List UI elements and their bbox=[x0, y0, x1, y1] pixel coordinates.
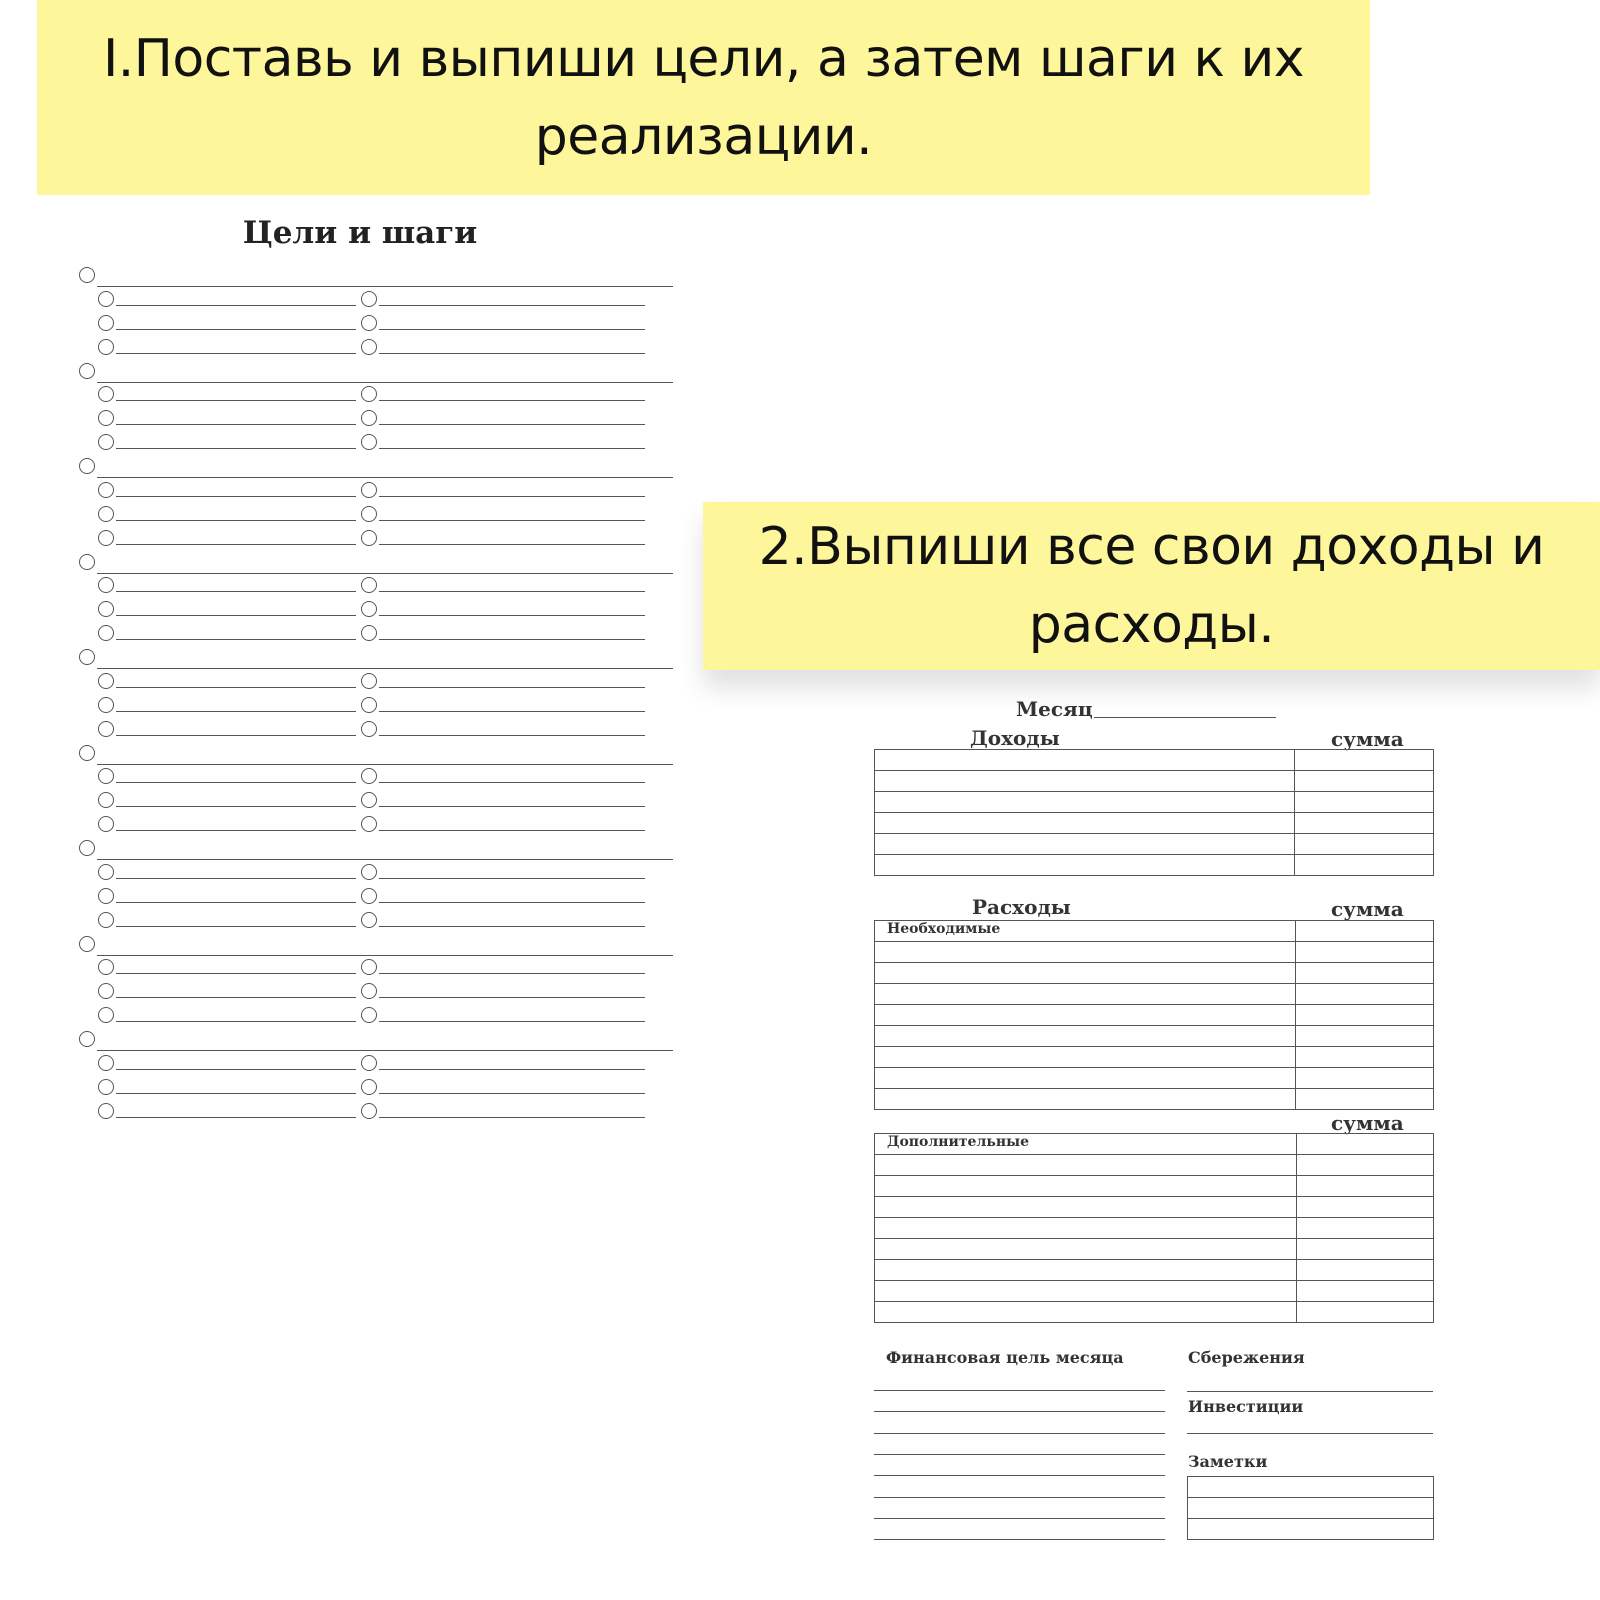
step1-text: I.Поставь и выпиши цели, а затем шаги к их реализации. bbox=[102, 28, 1305, 167]
step-checkbox[interactable] bbox=[361, 339, 377, 355]
step-checkbox[interactable] bbox=[98, 959, 114, 975]
amount-cell[interactable] bbox=[1296, 1026, 1434, 1047]
entry-cell[interactable] bbox=[875, 1155, 1297, 1176]
step-checkbox[interactable] bbox=[361, 983, 377, 999]
amount-cell[interactable] bbox=[1295, 813, 1434, 834]
step-checkbox[interactable] bbox=[98, 721, 114, 737]
extra-amount-cell[interactable] bbox=[1297, 1134, 1434, 1155]
step-line[interactable] bbox=[379, 1069, 645, 1070]
extra-expense-row bbox=[875, 1197, 1434, 1218]
step-checkbox[interactable] bbox=[361, 482, 377, 498]
amount-cell[interactable] bbox=[1296, 1068, 1434, 1089]
expenses-amount-label: сумма bbox=[1331, 897, 1404, 921]
step-line[interactable] bbox=[379, 878, 645, 879]
step-line[interactable] bbox=[116, 353, 356, 354]
goals-sheet bbox=[0, 0, 700, 1140]
goal-line[interactable] bbox=[97, 668, 673, 669]
step-checkbox[interactable] bbox=[361, 864, 377, 880]
income-amount-label: сумма bbox=[1331, 727, 1404, 751]
step-checkbox[interactable] bbox=[98, 434, 114, 450]
step-checkbox[interactable] bbox=[98, 506, 114, 522]
financial-goal-line[interactable] bbox=[874, 1454, 1165, 1455]
entry-cell[interactable] bbox=[875, 1260, 1297, 1281]
financial-goal-line[interactable] bbox=[874, 1390, 1165, 1391]
step-line[interactable] bbox=[379, 496, 645, 497]
extra-expense-row bbox=[875, 1239, 1434, 1260]
amount-cell[interactable] bbox=[1297, 1197, 1434, 1218]
step-checkbox[interactable] bbox=[98, 530, 114, 546]
goal-line[interactable] bbox=[97, 1050, 673, 1051]
step-line[interactable] bbox=[379, 591, 645, 592]
step-checkbox[interactable] bbox=[361, 601, 377, 617]
step-line[interactable] bbox=[116, 400, 356, 401]
step-line[interactable] bbox=[379, 1093, 645, 1094]
extra-expense-row bbox=[875, 1281, 1434, 1302]
extra-expense-row bbox=[875, 1176, 1434, 1197]
step-line[interactable] bbox=[379, 1117, 645, 1118]
extra-amount-label: сумма bbox=[1331, 1111, 1404, 1135]
amount-cell[interactable] bbox=[1296, 984, 1434, 1005]
step-checkbox[interactable] bbox=[98, 1007, 114, 1023]
step-checkbox[interactable] bbox=[361, 697, 377, 713]
month-label: Месяц bbox=[1016, 697, 1093, 721]
income-row bbox=[875, 771, 1434, 792]
step-checkbox[interactable] bbox=[98, 339, 114, 355]
step-checkbox[interactable] bbox=[98, 1103, 114, 1119]
savings-field-line[interactable] bbox=[1187, 1391, 1433, 1392]
step-checkbox[interactable] bbox=[361, 1103, 377, 1119]
step-checkbox[interactable] bbox=[98, 864, 114, 880]
entry-cell[interactable] bbox=[875, 1281, 1297, 1302]
entry-cell[interactable] bbox=[875, 1218, 1297, 1239]
entry-cell[interactable] bbox=[875, 792, 1295, 813]
amount-cell[interactable] bbox=[1297, 1155, 1434, 1176]
entry-cell[interactable] bbox=[875, 771, 1295, 792]
entry-cell[interactable] bbox=[875, 855, 1295, 876]
step-checkbox[interactable] bbox=[98, 410, 114, 426]
entry-cell[interactable] bbox=[875, 1089, 1296, 1110]
month-field-line[interactable] bbox=[1094, 717, 1276, 718]
step-checkbox[interactable] bbox=[98, 816, 114, 832]
step-line[interactable] bbox=[116, 926, 356, 927]
amount-cell[interactable] bbox=[1296, 1005, 1434, 1026]
step-checkbox[interactable] bbox=[361, 959, 377, 975]
income-table bbox=[874, 749, 1434, 876]
step-checkbox[interactable] bbox=[361, 386, 377, 402]
step-line[interactable] bbox=[379, 735, 645, 736]
step-checkbox[interactable] bbox=[361, 577, 377, 593]
step-checkbox[interactable] bbox=[361, 1007, 377, 1023]
step2-text: 2.Выпиши все свои доходы и расходы. bbox=[758, 517, 1545, 655]
step-line[interactable] bbox=[379, 448, 645, 449]
step-checkbox[interactable] bbox=[98, 768, 114, 784]
step-line[interactable] bbox=[116, 1093, 356, 1094]
entry-cell[interactable] bbox=[1188, 1498, 1434, 1519]
step-line[interactable] bbox=[379, 1021, 645, 1022]
step-line[interactable] bbox=[116, 830, 356, 831]
step-checkbox[interactable] bbox=[361, 888, 377, 904]
step-line[interactable] bbox=[116, 544, 356, 545]
step-checkbox[interactable] bbox=[98, 625, 114, 641]
step-line[interactable] bbox=[379, 902, 645, 903]
step-checkbox[interactable] bbox=[98, 912, 114, 928]
step-checkbox[interactable] bbox=[361, 912, 377, 928]
financial-goal-line[interactable] bbox=[874, 1433, 1165, 1434]
step-checkbox[interactable] bbox=[361, 625, 377, 641]
entry-cell[interactable] bbox=[1188, 1477, 1434, 1498]
amount-cell[interactable] bbox=[1295, 792, 1434, 813]
amount-cell[interactable] bbox=[1295, 771, 1434, 792]
required-expense-row bbox=[875, 1026, 1434, 1047]
expenses-label: Расходы bbox=[972, 895, 1071, 919]
notes-table bbox=[1187, 1476, 1434, 1540]
step-checkbox[interactable] bbox=[98, 983, 114, 999]
step-line[interactable] bbox=[116, 448, 356, 449]
investments-field-line[interactable] bbox=[1187, 1433, 1433, 1434]
goal-checkbox[interactable] bbox=[79, 554, 95, 570]
goal-checkbox[interactable] bbox=[79, 363, 95, 379]
required-expense-row bbox=[875, 1047, 1434, 1068]
notes-label: Заметки bbox=[1188, 1452, 1268, 1471]
entry-cell[interactable] bbox=[875, 1005, 1296, 1026]
step-line[interactable] bbox=[116, 329, 356, 330]
step-checkbox[interactable] bbox=[361, 768, 377, 784]
financial-goal-line[interactable] bbox=[874, 1518, 1165, 1519]
extra-expense-row bbox=[875, 1260, 1434, 1281]
step-checkbox[interactable] bbox=[361, 1055, 377, 1071]
amount-cell[interactable] bbox=[1295, 750, 1434, 771]
entry-cell[interactable] bbox=[875, 1197, 1297, 1218]
step-line[interactable] bbox=[379, 926, 645, 927]
step-checkbox[interactable] bbox=[98, 1055, 114, 1071]
step-line[interactable] bbox=[379, 544, 645, 545]
income-row bbox=[875, 750, 1434, 771]
amount-cell[interactable] bbox=[1295, 855, 1434, 876]
entry-cell[interactable] bbox=[875, 813, 1295, 834]
step-checkbox[interactable] bbox=[98, 386, 114, 402]
step-checkbox[interactable] bbox=[361, 434, 377, 450]
goal-checkbox[interactable] bbox=[79, 745, 95, 761]
step-line[interactable] bbox=[379, 639, 645, 640]
step-line[interactable] bbox=[116, 711, 356, 712]
step2-banner bbox=[703, 502, 1600, 670]
income-row bbox=[875, 834, 1434, 855]
goal-line[interactable] bbox=[97, 955, 673, 956]
step-line[interactable] bbox=[116, 878, 356, 879]
entry-cell[interactable] bbox=[875, 1176, 1297, 1197]
goal-line[interactable] bbox=[97, 573, 673, 574]
step-line[interactable] bbox=[379, 353, 645, 354]
required-expense-row bbox=[875, 1068, 1434, 1089]
financial-goal-line[interactable] bbox=[874, 1411, 1165, 1412]
required-expense-row bbox=[875, 942, 1434, 963]
extra-expense-row bbox=[875, 1155, 1434, 1176]
step-line[interactable] bbox=[379, 424, 645, 425]
amount-cell[interactable] bbox=[1296, 963, 1434, 984]
required-expense-row bbox=[875, 1005, 1434, 1026]
entry-cell[interactable] bbox=[875, 1026, 1296, 1047]
step-line[interactable] bbox=[379, 830, 645, 831]
step-checkbox[interactable] bbox=[98, 291, 114, 307]
goal-checkbox[interactable] bbox=[79, 458, 95, 474]
amount-cell[interactable] bbox=[1296, 1047, 1434, 1068]
step-checkbox[interactable] bbox=[361, 410, 377, 426]
entry-cell[interactable] bbox=[1188, 1519, 1434, 1540]
amount-cell[interactable] bbox=[1296, 942, 1434, 963]
step-checkbox[interactable] bbox=[361, 530, 377, 546]
step-line[interactable] bbox=[116, 902, 356, 903]
extra-expenses-table bbox=[874, 1133, 1434, 1323]
amount-cell[interactable] bbox=[1297, 1239, 1434, 1260]
entry-cell[interactable] bbox=[875, 834, 1295, 855]
goals-title: Цели и шаги bbox=[242, 215, 478, 251]
step-line[interactable] bbox=[379, 997, 645, 998]
step-checkbox[interactable] bbox=[98, 577, 114, 593]
step-checkbox[interactable] bbox=[98, 601, 114, 617]
investments-label: Инвестиции bbox=[1188, 1397, 1304, 1416]
step-line[interactable] bbox=[116, 806, 356, 807]
step-line[interactable] bbox=[379, 711, 645, 712]
step-line[interactable] bbox=[379, 687, 645, 688]
notes-row bbox=[1188, 1477, 1434, 1498]
step-line[interactable] bbox=[116, 520, 356, 521]
step-checkbox[interactable] bbox=[361, 291, 377, 307]
goal-checkbox[interactable] bbox=[79, 1031, 95, 1047]
extra-expense-row bbox=[875, 1218, 1434, 1239]
step-checkbox[interactable] bbox=[98, 673, 114, 689]
step-line[interactable] bbox=[379, 806, 645, 807]
extra-expense-row bbox=[875, 1302, 1434, 1323]
amount-cell[interactable] bbox=[1297, 1302, 1434, 1323]
entry-cell[interactable] bbox=[875, 750, 1295, 771]
step-line[interactable] bbox=[379, 973, 645, 974]
financial-goal-label: Финансовая цель месяца bbox=[886, 1348, 1124, 1367]
amount-cell[interactable] bbox=[1297, 1218, 1434, 1239]
step-line[interactable] bbox=[379, 305, 645, 306]
goal-checkbox[interactable] bbox=[79, 267, 95, 283]
income-row bbox=[875, 855, 1434, 876]
entry-cell[interactable] bbox=[875, 1302, 1297, 1323]
step-checkbox[interactable] bbox=[98, 888, 114, 904]
step-line[interactable] bbox=[116, 735, 356, 736]
step-checkbox[interactable] bbox=[361, 792, 377, 808]
step-checkbox[interactable] bbox=[98, 1079, 114, 1095]
step-line[interactable] bbox=[116, 973, 356, 974]
extra-expenses-label: Дополнительные bbox=[875, 1134, 1297, 1155]
amount-cell[interactable] bbox=[1297, 1176, 1434, 1197]
required-expense-row bbox=[875, 984, 1434, 1005]
step-checkbox[interactable] bbox=[98, 482, 114, 498]
notes-row bbox=[1188, 1498, 1434, 1519]
step-line[interactable] bbox=[116, 997, 356, 998]
entry-cell[interactable] bbox=[875, 1239, 1297, 1260]
financial-goal-line[interactable] bbox=[874, 1497, 1165, 1498]
financial-goal-line[interactable] bbox=[874, 1475, 1165, 1476]
step-line[interactable] bbox=[116, 639, 356, 640]
goal-line[interactable] bbox=[97, 477, 673, 478]
step-checkbox[interactable] bbox=[361, 1079, 377, 1095]
required-amount-cell[interactable] bbox=[1296, 921, 1434, 942]
step-line[interactable] bbox=[116, 424, 356, 425]
income-row bbox=[875, 792, 1434, 813]
step-checkbox[interactable] bbox=[361, 721, 377, 737]
step-checkbox[interactable] bbox=[98, 792, 114, 808]
savings-label: Сбережения bbox=[1188, 1348, 1305, 1367]
amount-cell[interactable] bbox=[1297, 1260, 1434, 1281]
step-line[interactable] bbox=[116, 305, 356, 306]
goal-checkbox[interactable] bbox=[79, 649, 95, 665]
step-checkbox[interactable] bbox=[361, 816, 377, 832]
step-line[interactable] bbox=[379, 329, 645, 330]
step-line[interactable] bbox=[116, 1069, 356, 1070]
step-checkbox[interactable] bbox=[361, 673, 377, 689]
goal-line[interactable] bbox=[97, 286, 673, 287]
financial-goal-line[interactable] bbox=[874, 1539, 1165, 1540]
amount-cell[interactable] bbox=[1296, 1089, 1434, 1110]
step-line[interactable] bbox=[116, 615, 356, 616]
required-expenses-label: Необходимые bbox=[875, 921, 1296, 942]
income-row bbox=[875, 813, 1434, 834]
entry-cell[interactable] bbox=[875, 984, 1296, 1005]
step-line[interactable] bbox=[116, 782, 356, 783]
entry-cell[interactable] bbox=[875, 1047, 1296, 1068]
entry-cell[interactable] bbox=[875, 942, 1296, 963]
step-line[interactable] bbox=[116, 687, 356, 688]
step-line[interactable] bbox=[116, 496, 356, 497]
amount-cell[interactable] bbox=[1297, 1281, 1434, 1302]
income-label: Доходы bbox=[970, 726, 1060, 750]
step-line[interactable] bbox=[116, 591, 356, 592]
goal-line[interactable] bbox=[97, 764, 673, 765]
required-expense-row bbox=[875, 963, 1434, 984]
required-expense-row bbox=[875, 1089, 1434, 1110]
step-line[interactable] bbox=[379, 782, 645, 783]
step-checkbox[interactable] bbox=[98, 315, 114, 331]
step-line[interactable] bbox=[379, 520, 645, 521]
goal-line[interactable] bbox=[97, 859, 673, 860]
step-checkbox[interactable] bbox=[361, 506, 377, 522]
notes-row bbox=[1188, 1519, 1434, 1540]
entry-cell[interactable] bbox=[875, 1068, 1296, 1089]
entry-cell[interactable] bbox=[875, 963, 1296, 984]
goal-checkbox[interactable] bbox=[79, 840, 95, 856]
goal-line[interactable] bbox=[97, 382, 673, 383]
step-checkbox[interactable] bbox=[98, 697, 114, 713]
step-line[interactable] bbox=[379, 400, 645, 401]
step-line[interactable] bbox=[116, 1021, 356, 1022]
amount-cell[interactable] bbox=[1295, 834, 1434, 855]
goal-checkbox[interactable] bbox=[79, 936, 95, 952]
step-checkbox[interactable] bbox=[361, 315, 377, 331]
step-line[interactable] bbox=[116, 1117, 356, 1118]
required-expenses-table bbox=[874, 920, 1434, 1110]
step-line[interactable] bbox=[379, 615, 645, 616]
